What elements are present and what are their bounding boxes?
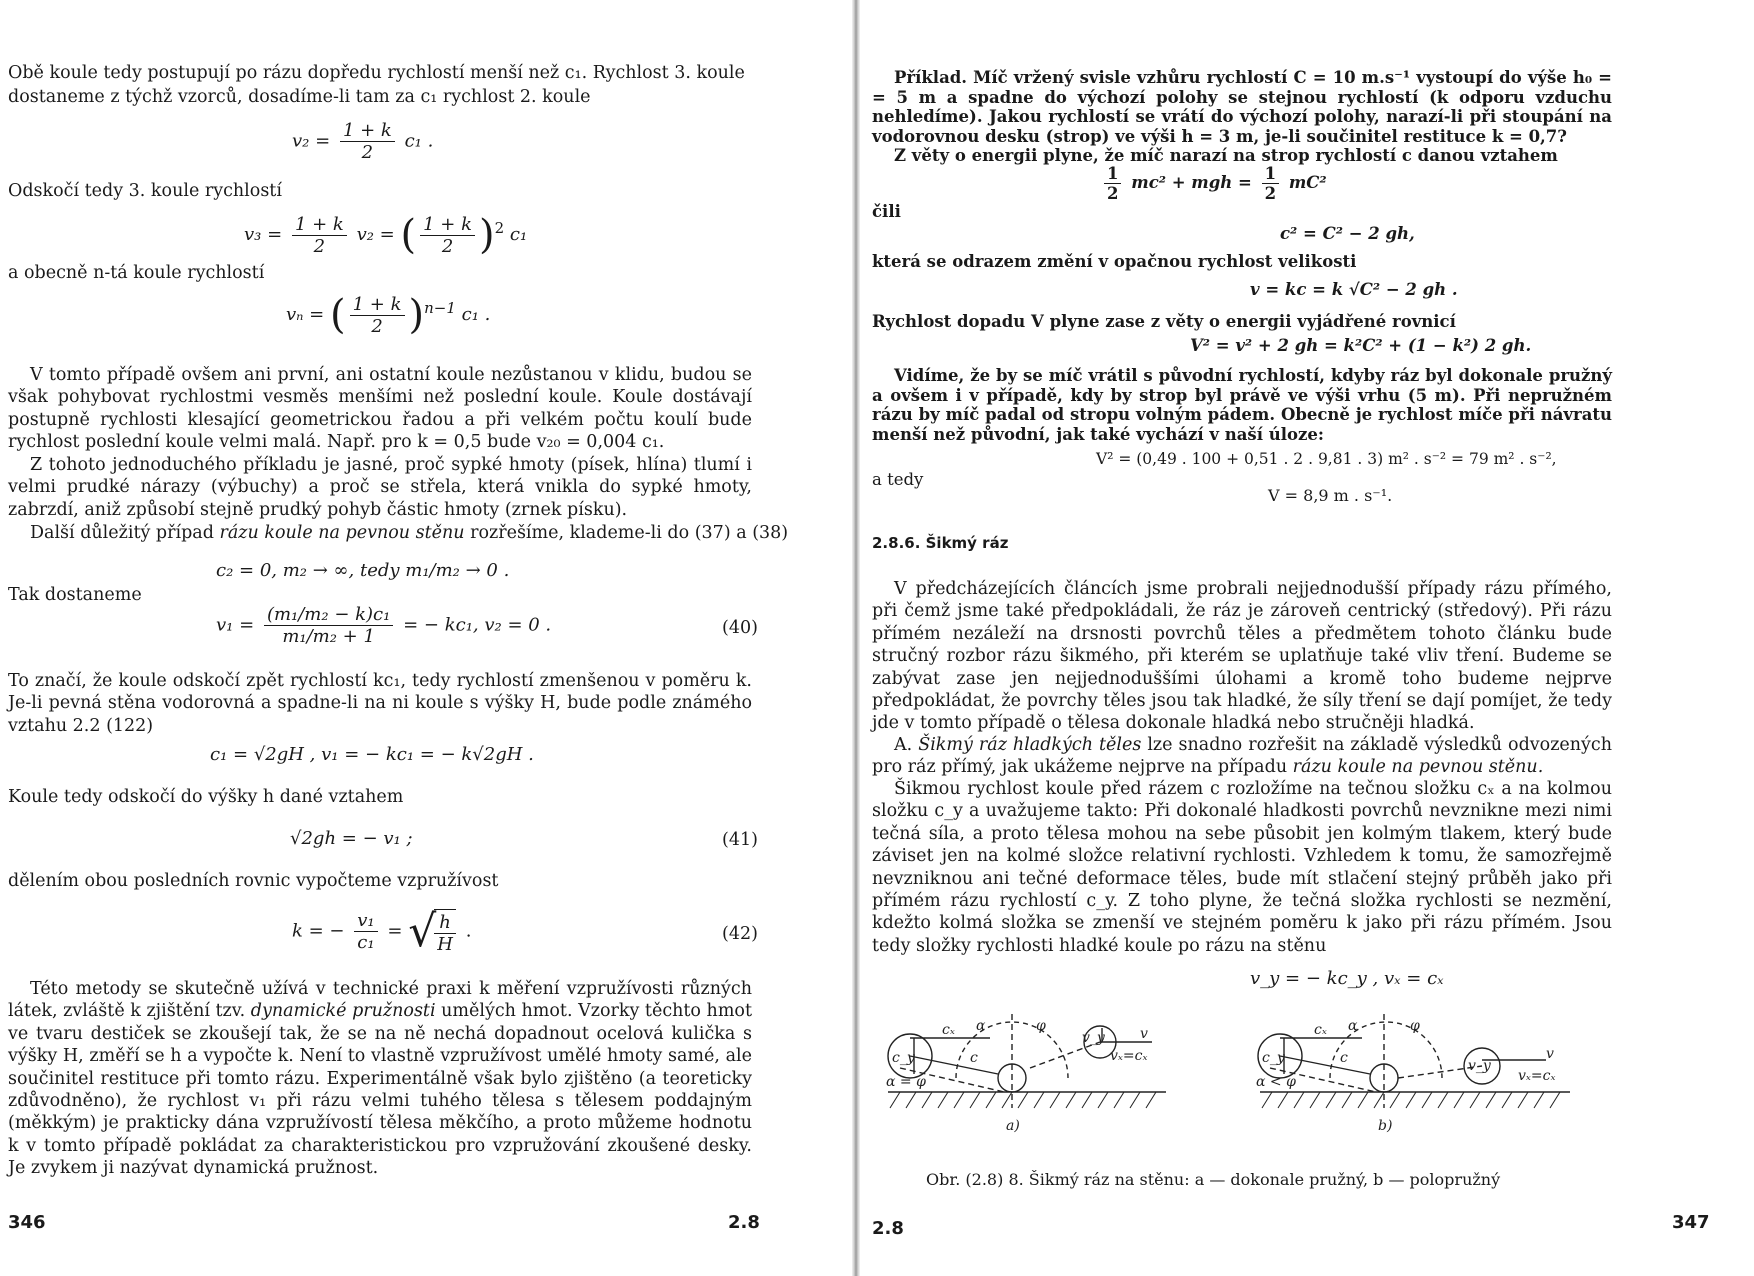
paragraph: V předcházejících článcích jsme probrali nejjednodušší případy rázu přímého, při čemž jsme také předpokládali, že ráz je zároveň centrický (středový). Při rázu přímém nezáleží na drsnosti povrchů těles a předmětem tohoto článku bude stručný rozbor rázu šikmého, při kterém se uplatňuje také vliv tření. Budeme se zabývat zase jen nejjednoduššími úlohami a kromě toho budeme nejprve předpokládat, že povrchy těles jsou tak hladké, že síly tření se dají pomíjet, že tedy jde v tomto případě o tělesa dokonale hladká nebo stručněji hladká. <box>872 579 1612 734</box>
fig-label-b: b) <box>1378 1118 1393 1134</box>
page-number: 346 <box>8 1212 46 1233</box>
text-line: Koule tedy odskočí do výšky h dané vztahem <box>8 787 404 807</box>
text-line: Tak dostaneme <box>8 585 142 605</box>
equation-v2: v₂ = $\frac{1 + k}{2}$ c₁ . <box>292 120 434 163</box>
fig-v-a: v <box>1140 1026 1148 1042</box>
fig-cx-b: cₓ <box>1314 1022 1327 1038</box>
paragraph: Této metody se skutečně užívá v technické praxi k měření vzpružívosti různých látek, zvláště k zjištění tzv. dynamické pružnosti umělých hmot. Vzorky těchto hmot ve tvaru destiček se zkoušejí tak, že se na ně nechá dopadnout ocelová kulička s výšky H, změří se h a vypočte k. Není to vlastně vzpružívost umělé hmoty samé, ale součinitel restituce při tomto rázu. Experimentálně však bylo zjištěno (a teoreticky zdůvodněno), že rychlost v₁ při rázu velmi tuhého tělesa s tělesem poddajným (měkkým) je prakticky dána vzpružívostí tělesa měkčího, a proto můžeme hodnotu k v tomto případě pokládat za charakteristickou pro vzpružování zkoušené desky. Je zvykem ji nazývat dynamická pružnost. <box>8 979 752 1179</box>
figure-caption: Obr. (2.8) 8. Šikmý ráz na stěnu: a — dokonale pružný, b — polopružný <box>926 1170 1501 1189</box>
fig-cy-a: c_y <box>892 1050 915 1066</box>
equation-V: V = 8,9 m . s⁻¹. <box>1268 486 1393 505</box>
equation-components: v_y = − kc_y , vₓ = cₓ <box>1250 968 1444 989</box>
paragraph: Další důležitý případ rázu koule na pevnou stěnu rozřešíme, klademe-li do (37) a (38) <box>30 523 789 543</box>
fig-vx-a: vₓ=cₓ <box>1110 1048 1148 1064</box>
paragraph: A. Šikmý ráz hladkých těles lze snadno rozřešit na základě výsledků odvozených pro ráz přímý, jak ukážeme nejprve na případu rázu koule na pevnou stěnu. <box>872 735 1613 778</box>
paragraph: Šikmou rychlost koule před rázem c rozložíme na tečnou složku cₓ a na kolmou složku c_y a uvažujeme takto: Při dokonalé hladkosti povrchů nevznikne mezi nimi tečná síla, a proto tělesa mohou na sebe působit jen kolmým tlakem, který bude záviset jen na kolmé složce relativní rychlosti. Vzhledem k tomu, že samozřejmě nevzniknou ani tečné deformace těles, bude mít stlačení stejný průběh jako při přímém rázu rychlostí c_y. Z toho plyne, že tečná složka rychlosti se nezmění, kdežto kolmá složka se zmenší ve stejném poměru k jako při rázu přímém. Jsou tedy složky rychlosti hladké koule po rázu na stěnu <box>872 779 1612 956</box>
equation-energy: $\frac{1}{2}$ mc² + mgh = $\frac{1}{2}$ mC² <box>1100 164 1327 203</box>
equation-v3: v₃ = $\frac{1 + k}{2}$ v₂ = ( $\frac{1 + k}{2}$ )$^2$ c₁ <box>244 212 528 258</box>
text-line: a tedy <box>872 470 924 489</box>
paragraph: Vidíme, že by se míč vrátil s původní rychlostí, kdyby ráz byl dokonale pružný a ovšem i v případě, kdy by strop byl právě ve výši vrhu (5 m). Při nepružném rázu by míč padal od stropu volným pádem. Obecně je rychlost míče při návratu menší než původní, jak také vychází v naší úloze: <box>872 366 1612 444</box>
fig-c-b: c <box>1340 1050 1348 1066</box>
fig-eq-a: α = φ <box>886 1074 926 1090</box>
equation-numeric: V² = (0,49 . 100 + 0,51 . 2 . 9,81 . 3) m² . s⁻² = 79 m² . s⁻², <box>1096 450 1557 468</box>
equation-v: v = kc = k √C² − 2 gh . <box>1250 280 1458 299</box>
fig-vy-b: v_y <box>1468 1058 1491 1074</box>
equation-number: (42) <box>722 924 758 944</box>
right-page <box>860 0 1754 1276</box>
text-line: Odskočí tedy 3. koule rychlostí <box>8 181 282 201</box>
fig-lt-b: α < φ <box>1256 1074 1296 1090</box>
left-page <box>0 0 852 1276</box>
text-line: a obecně n-tá koule rychlostí <box>8 263 265 283</box>
example-paragraph: Příklad. Míč vržený svisle vzhůru rychlostí C = 10 m.s⁻¹ vystoupí do výše h₀ = = 5 m a spadne do výchozí polohy se stejnou rychlostí (k odporu vzduchu nehledíme). Jakou rychlostí se vrátí do výchozí polohy, narazí-li při stoupání na vodorovnou desku (strop) ve výši h = 3 m, je-li součinitel restituce k = 0,7? <box>872 68 1612 146</box>
fig-v-b: v <box>1546 1046 1554 1062</box>
section-heading: 2.8.6. Šikmý ráz <box>872 534 1009 552</box>
running-section: 2.8 <box>728 1212 760 1233</box>
fig-cy-b: c_y <box>1262 1050 1285 1066</box>
fig-label-a: a) <box>1006 1118 1020 1134</box>
page-number: 347 <box>1672 1212 1710 1233</box>
equation-V2: V² = v² + 2 gh = k²C² + (1 − k²) 2 gh. <box>1190 336 1532 355</box>
equation-c2: c² = C² − 2 gh, <box>1280 224 1415 243</box>
oblique-impact-figure <box>870 1008 1630 1168</box>
fig-vx-b: vₓ=cₓ <box>1518 1068 1556 1084</box>
equation-c1: c₁ = √2gH , v₁ = − kc₁ = − k√2gH . <box>210 744 534 765</box>
text-line: dělením obou posledních rovnic vypočteme vzpružívost <box>8 871 499 891</box>
equation-number: (40) <box>722 618 758 638</box>
equation-42: k = − $\frac{\text{v₁}}{\text{c₁}}$ = √ $\frac{h}{H}$ . <box>292 906 472 957</box>
paragraph: To značí, že koule odskočí zpět rychlostí kc₁, tedy rychlostí zmenšenou v poměru k. Je-li pevná stěna vodorovná a spadne-li na ni koule s výšky H, bude podle známého vztahu 2.2 (122) <box>8 671 752 736</box>
paragraph: V tomto případě ovšem ani první, ani ostatní koule nezůstanou v klidu, budou se však pohybovat rychlostmi vesměs menšími než poslední koule. Koule dostávají postupně rychlosti klesající geometrickou řadou a při velkém počtu koulí bude rychlost poslední koule velmi malá. Např. pro k = 0,5 bude v₂₀ = 0,004 c₁. <box>8 365 752 453</box>
text-line: Obě koule tedy postupují po rázu dopředu rychlostí menší než c₁. Rychlost 3. koule <box>8 63 745 83</box>
running-section: 2.8 <box>872 1218 904 1239</box>
text-line: Z věty o energii plyne, že míč narazí na strop rychlostí c danou vztahem <box>894 146 1558 165</box>
fig-phi-a: φ <box>1036 1018 1046 1034</box>
fig-c-a: c <box>970 1050 978 1066</box>
paragraph: Z tohoto jednoduchého příkladu je jasné, proč sypké hmoty (písek, hlína) tlumí i velmi prudké nárazy (výbuchy) a proč se střela, která vnikla do sypké hmoty, zabrzdí, aniž způsobí stejně prudký pohyb částic hmoty (zrnek písku). <box>8 455 752 520</box>
equation-41: √2gh = − v₁ ; <box>290 828 413 849</box>
fig-cx-a: cₓ <box>942 1022 955 1038</box>
fig-vy-a: v_y <box>1082 1030 1105 1046</box>
text-line: čili <box>872 202 901 221</box>
text-line: dostaneme z týchž vzorců, dosadíme-li tam za c₁ rychlost 2. koule <box>8 87 591 107</box>
equation-number: (41) <box>722 830 758 850</box>
book-gutter <box>852 0 860 1276</box>
text-line: která se odrazem změní v opačnou rychlost velikosti <box>872 252 1357 271</box>
fig-alpha-a: α <box>976 1018 986 1034</box>
equation-vn: vₙ = ( $\frac{1 + k}{2}$ )$^{n-1}$ c₁ . <box>286 292 491 338</box>
fig-alpha-b: α <box>1348 1018 1358 1034</box>
fig-phi-b: φ <box>1410 1018 1420 1034</box>
text-line: Rychlost dopadu V plyne zase z věty o energii vyjádřené rovnicí <box>872 312 1456 331</box>
equation-40: v₁ = $\frac{\text{(m₁/m₂ − k)c₁}}{\text{m₁/m₂ + 1}}$ = − kc₁, v₂ = 0 . <box>216 604 552 647</box>
equation-condition: c₂ = 0, m₂ → ∞, tedy m₁/m₂ → 0 . <box>216 560 510 581</box>
